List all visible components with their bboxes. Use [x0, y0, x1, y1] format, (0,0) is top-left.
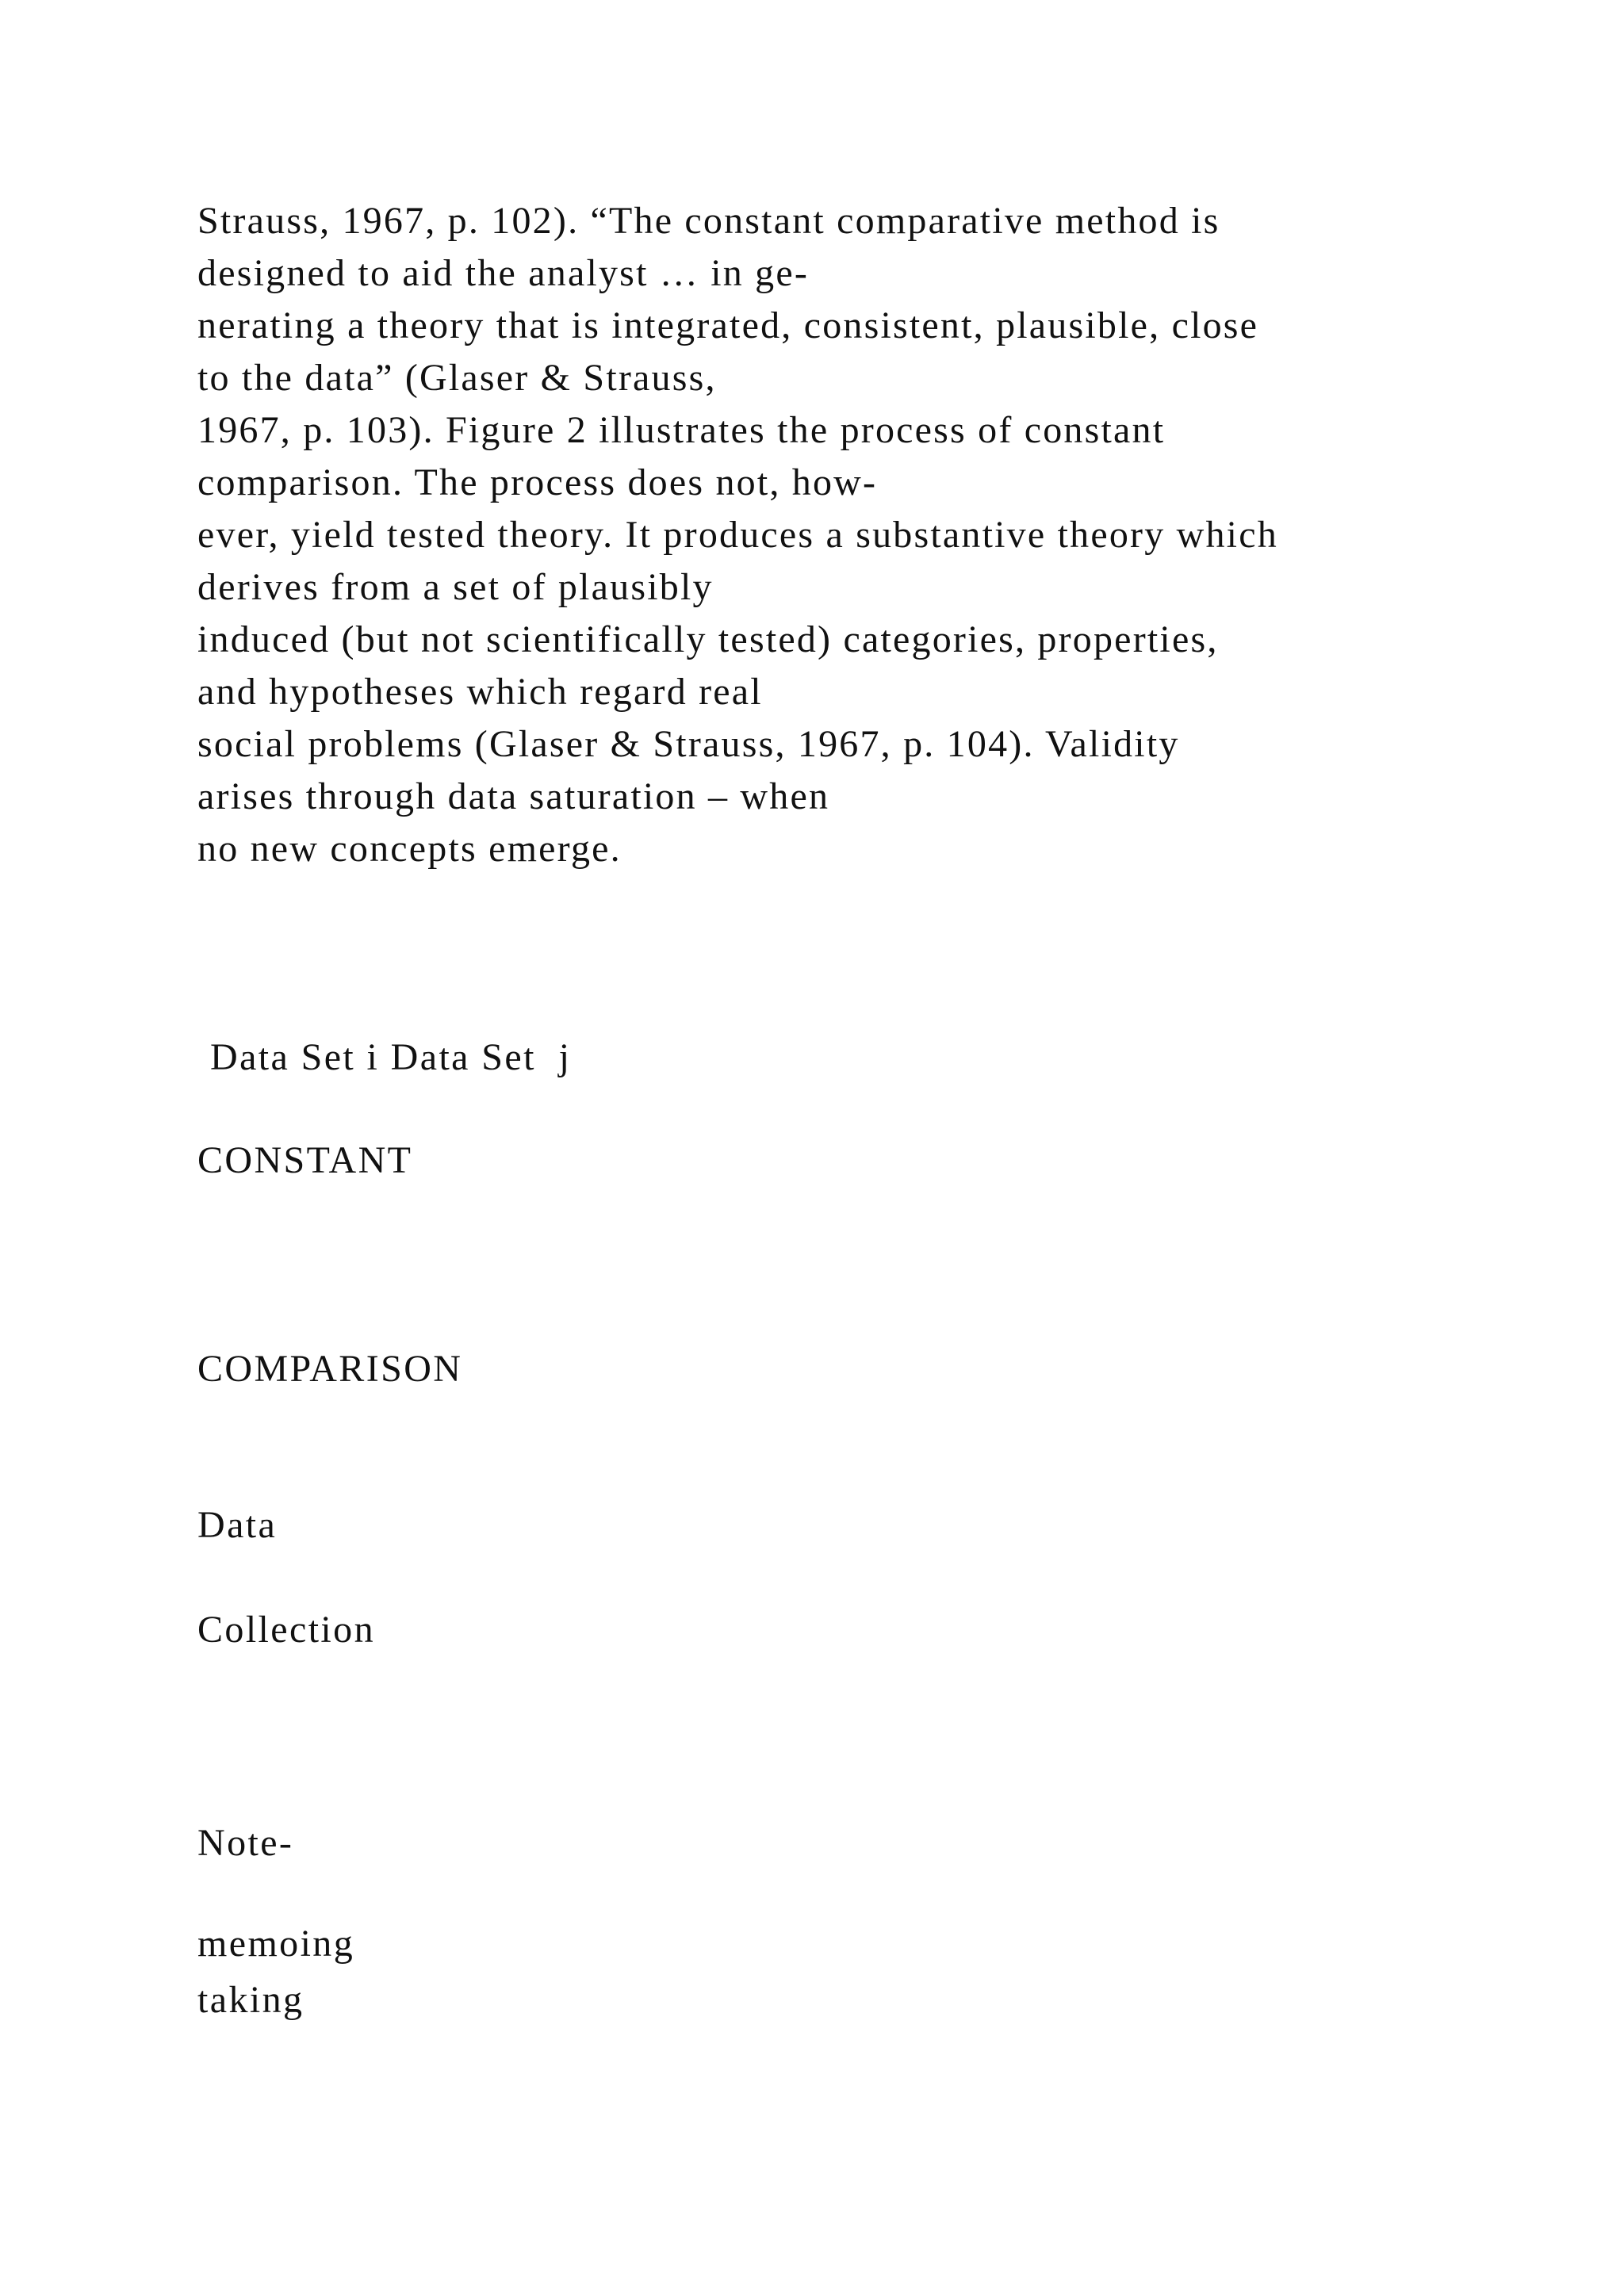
- paragraph-line: induced (but not scientifically tested) categories, properties,: [197, 618, 1219, 660]
- figure-label-data: Data: [197, 1504, 278, 1546]
- paragraph-line: arises through data saturation – when: [197, 775, 830, 817]
- paragraph-line: 1967, p. 103). Figure 2 illustrates the process of constant: [197, 409, 1166, 451]
- figure-label-data-sets: Data Set i Data Set j: [210, 1036, 572, 1078]
- paragraph-line: nerating a theory that is integrated, consistent, plausible, close: [197, 304, 1259, 346]
- figure-label-comparison: COMPARISON: [197, 1348, 463, 1390]
- paragraph-line: no new concepts emerge.: [197, 828, 622, 870]
- paragraph-line: derives from a set of plausibly: [197, 566, 714, 608]
- paragraph-line: and hypotheses which regard real: [197, 671, 763, 713]
- note-taking-line: taking: [197, 1979, 304, 2021]
- paragraph-line: Strauss, 1967, p. 102). “The constant comparative method is: [197, 200, 1220, 242]
- note-taking-line: Note-: [197, 1822, 294, 1864]
- paragraph-line: comparison. The process does not, how-: [197, 461, 878, 503]
- paragraph-line: to the data” (Glaser & Strauss,: [197, 357, 717, 399]
- figure-label-constant: CONSTANT: [197, 1139, 413, 1181]
- paragraph-line: designed to aid the analyst … in ge-: [197, 252, 810, 294]
- paragraph-line: social problems (Glaser & Strauss, 1967, p. 104). Validity: [197, 723, 1180, 765]
- figure-label-collection: Collection: [197, 1609, 375, 1651]
- figure-label-memoing: memoing: [197, 1923, 355, 1965]
- body-paragraph: [197, 195, 1545, 875]
- paragraph-line: ever, yield tested theory. It produces a substantive theory which: [197, 514, 1278, 556]
